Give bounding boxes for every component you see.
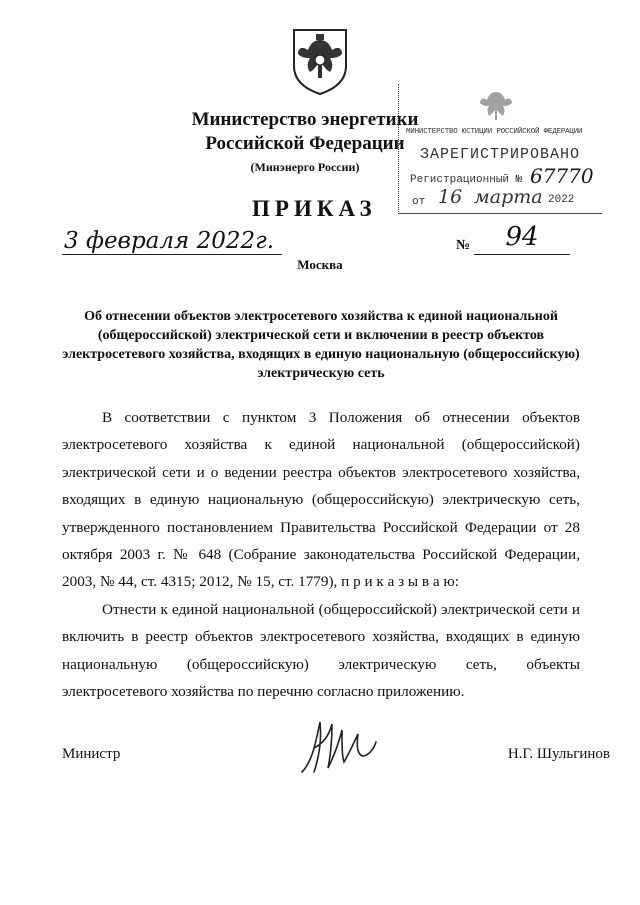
ministry-short-name: (Минэнерго России) xyxy=(250,160,360,174)
body-paragraph-1: В соответствии с пунктом 3 Положения об отнесении объектов электросетевого хозяйства к единой национальной (общероссийской) электрической сети и о ведении реестра объектов электросетевого хозяйства, входящих в единую национальную (общероссийскую) электрическую сеть, утвержденного постановлением Правительства Российской Федерации от 28 октября 2003 г. № 648 (Собрание законодательства Российской Федерации, 2003, № 44, ст. 4315; 2012, № 15, ст. 1779), xyxy=(62,409,580,591)
stamp-day: 16 xyxy=(438,186,463,208)
order-number-label: № xyxy=(456,238,471,253)
stamp-ministry: МИНИСТЕРСТВО ЮСТИЦИИ РОССИЙСКОЙ ФЕДЕРАЦИИ xyxy=(406,128,583,136)
document-title: ПРИКАЗ xyxy=(252,196,377,221)
stamp-emblem-icon xyxy=(476,86,516,128)
stamp-registered: ЗАРЕГИСТРИРОВАНО xyxy=(420,146,581,163)
stamp-regno: 67770 xyxy=(530,164,594,188)
signatory-position: Министр xyxy=(62,746,121,762)
stamp-regno-label: Регистрационный № xyxy=(410,174,523,186)
order-verb: п р и к а з ы в а ю: xyxy=(341,573,459,591)
order-number: 94 xyxy=(474,220,570,255)
handwritten-signature xyxy=(292,712,382,780)
order-subject: Об отнесении объектов электросетевого хозяйства к единой национальной (общероссийской) электрической сети и включении в реестр объектов электросетевого хозяйства, входящих в единую национальную (общероссийскую) электрическую сеть xyxy=(62,309,580,381)
stamp-date-prefix: от xyxy=(412,196,426,208)
state-emblem-icon xyxy=(288,26,352,96)
ministry-name: Министерство энергетики Российской Федерации xyxy=(191,109,419,154)
signatory-name: Н.Г. Шульгинов xyxy=(507,746,610,762)
stamp-year: 2022 xyxy=(548,194,575,206)
order-date: 3 февраля 2022г. xyxy=(62,228,282,255)
body-paragraph-2: Отнести к единой национальной (общероссийской) электрической сети и включить в реестр объектов электросетевого хозяйства, входящих в единую национальную (общероссийскую) электрическую сеть, объекты электросетевого хозяйства по перечню согласно приложению. xyxy=(62,600,580,701)
registration-stamp xyxy=(398,80,602,214)
body-paragraph xyxy=(62,404,580,596)
order-body xyxy=(62,404,580,705)
stamp-month: марта xyxy=(474,186,543,208)
order-city: Москва xyxy=(297,257,343,272)
